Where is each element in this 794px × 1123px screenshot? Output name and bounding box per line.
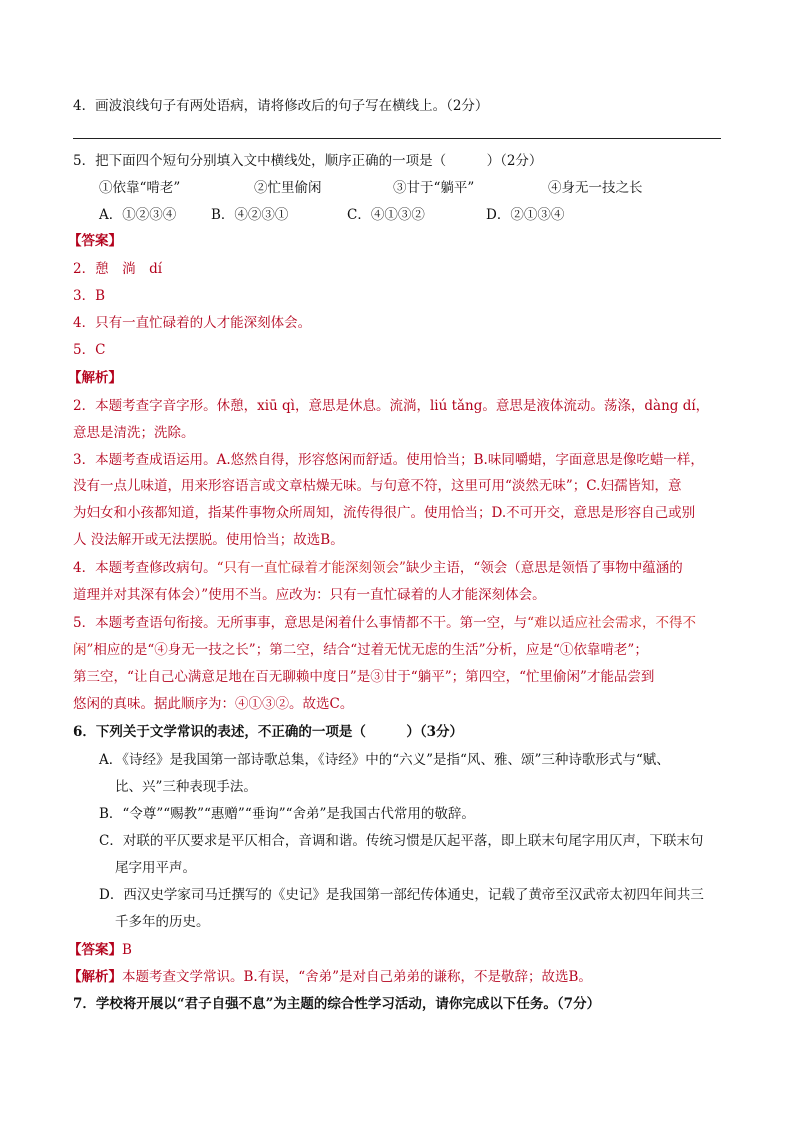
- q6-option-c-line-1: C．对联的平仄要求是平仄相合，音调和谐。传统习惯是仄起平落，即上联末句尾字用仄声，下联末句: [99, 833, 704, 849]
- question-6-stem: 6．下列关于文学常识的表述，不正确的一项是（ ）（3分）: [73, 724, 464, 740]
- option-a: A．①②③④: [99, 207, 177, 223]
- short-sentence-4: ④身无一技之长: [548, 180, 643, 196]
- analysis-3-line-1: 3．本题考查成语运用。A.悠然自得，形容悠闲而舒适。使用恰当；B.味同嚼蜡，字面意思是像吃蜡一样，: [73, 452, 704, 468]
- analysis-2-line-2: 意思是清洗；洗除。: [73, 425, 195, 441]
- analysis-3-line-2: 没有一点儿味道，用来形容语言或文章枯燥无味。与句意不符，这里可用“淡然无味”；C.妇孺皆知，意: [73, 478, 682, 494]
- q6-option-a-line-1: A．《诗经》是我国第一部诗歌总集，《诗经》中的“六义”是指“风、雅、颂”三种诗歌形式与“赋、: [99, 752, 670, 768]
- analysis-4-line-1: 4．本题考查修改病句。“只有一直忙碌着才能深刻领会”缺少主语，“领会（意思是领悟了事物中蕴涵的: [73, 560, 683, 576]
- answer-4: 4．只有一直忙碌着的人才能深刻体会。: [73, 315, 312, 331]
- short-sentence-3: ③甘于“躺平”: [393, 180, 475, 196]
- analysis-5-line-4: 悠闲的真味。据此顺序为：④①③②。故选C。: [73, 696, 354, 712]
- analysis-header: 【解析】: [68, 370, 122, 386]
- short-sentence-1: ①依靠“啃老”: [99, 180, 181, 196]
- q6-option-d-line-2: 千多年的历史。: [115, 914, 210, 930]
- answer-3: 3．B: [73, 288, 106, 304]
- analysis-5-line-1: 5．本题考查语句衔接。无所事事，意思是闲着什么事情都不干。第一空，与“难以适应社会需求，不得不: [73, 615, 696, 631]
- analysis-5-line-2: 闲”相应的是“④身无一技之长”；第二空，结合“过着无忧无虑的生活”分析，应是“①依靠啃老”；: [73, 642, 648, 658]
- answer-6: 【答案】B: [68, 942, 132, 958]
- answer-2: 2．憩 淌 dí: [73, 261, 163, 277]
- question-5-stem: 5．把下面四个短句分别填入文中横线处，顺序正确的一项是（ ）（2分）: [73, 153, 543, 169]
- q6-option-d-line-1: D．西汉史学家司马迁撰写的《史记》是我国第一部纪传体通史，记载了黄帝至汉武帝太初四年间共三: [99, 887, 704, 903]
- option-b: B．④②③①: [211, 207, 289, 223]
- option-d: D．②①③④: [486, 207, 565, 223]
- answer-5: 5．C: [73, 342, 106, 358]
- question-7-stem: 7．学校将开展以“君子自强不息”为主题的综合性学习活动，请你完成以下任务。（7分）: [73, 996, 601, 1012]
- question-4: 4．画波浪线句子有两处语病，请将修改后的句子写在横线上。（2分）: [73, 98, 489, 114]
- analysis-3-line-3: 为妇女和小孩都知道，指某件事物众所周知，流传得很广。使用恰当；D.不可开交，意思是形容自己或别: [73, 505, 696, 521]
- analysis-4-line-2: 道理并对其深有体会）”使用不当。应改为：只有一直忙碌着的人才能深刻体会。: [73, 587, 546, 603]
- option-c: C．④①③②: [347, 207, 425, 223]
- analysis-3-line-4: 人 没法解开或无法摆脱。使用恰当；故选B。: [73, 532, 344, 548]
- analysis-5-line-3: 第三空，“让自己心满意足地在百无聊赖中度日”是③甘于“躺平”；第四空，“忙里偷闲”才能品尝到: [73, 669, 655, 685]
- answer-header: 【答案】: [68, 233, 122, 249]
- q6-option-a-line-2: 比、兴”三种表现手法。: [115, 779, 257, 795]
- answer-blank-line: [73, 138, 721, 139]
- short-sentence-2: ②忙里偷闲: [254, 180, 322, 196]
- analysis-6: 【解析】本题考查文学常识。B.有误，“舍弟”是对自己弟弟的谦称，不是敬辞；故选B。: [68, 969, 592, 985]
- q6-option-b: B．“令尊”“赐教”“惠赠”“垂询”“舍弟”是我国古代常用的敬辞。: [99, 806, 475, 822]
- q6-option-c-line-2: 尾字用平声。: [115, 860, 196, 876]
- analysis-2-line-1: 2．本题考查字音字形。休憩，xiū qì，意思是休息。流淌，liú tǎng。意思是液体流动。荡涤，dàng dí，: [73, 398, 710, 414]
